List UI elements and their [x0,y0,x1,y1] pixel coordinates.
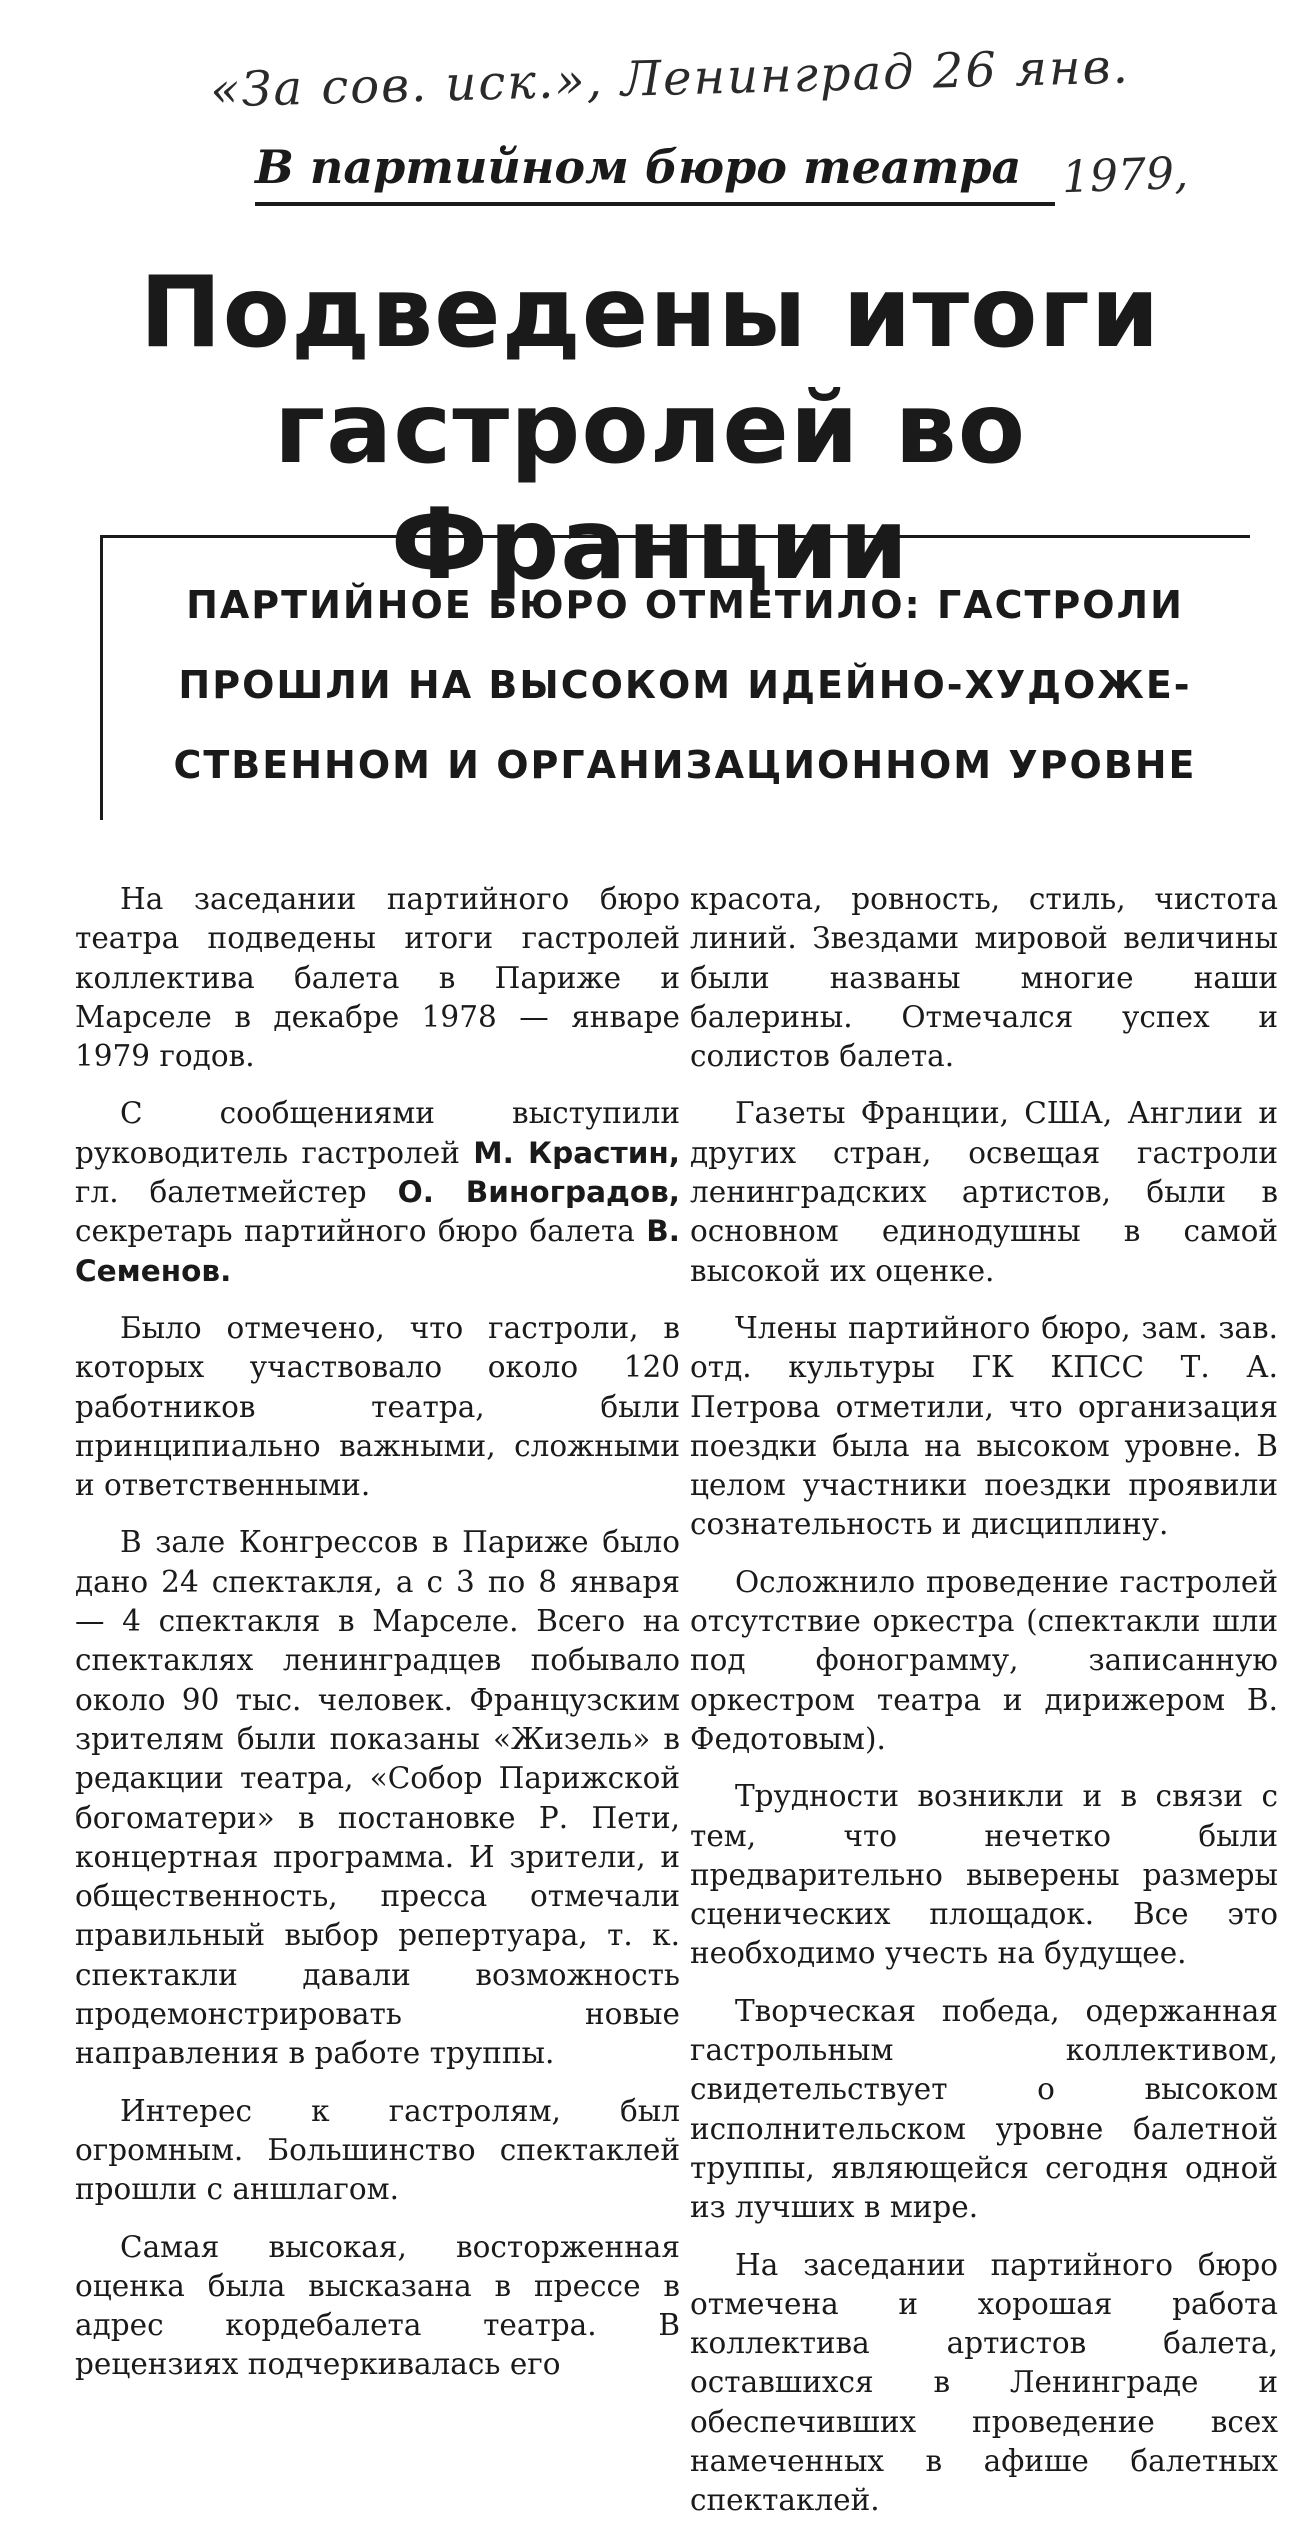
paragraph-text: С сообщениями выступили руководитель гастролей [75,1096,680,1170]
rubric-kicker: В партийном бюро театра [255,140,1022,194]
paragraph: Творческая победа, одержанная гастрольным коллективом, свидетельствует о высоком исполнительском уровне балетной труппы, являющейся сегодня одной из лучших в мире. [690,1993,1278,2225]
right-column [690,880,1278,2539]
paragraph-speakers [75,1094,680,1290]
person-name: М. Крастин, [473,1135,681,1170]
person-name: В. Семенов. [75,1214,680,1288]
paragraph: Осложнило проведение гастролей отсутствие оркестра (спектакли шли под фонограмму, записанную оркестром театра и дирижером В. Федотовым). [690,1564,1278,1756]
subheading-line-2: ПРОШЛИ НА ВЫСОКОМ ИДЕЙНО-ХУДОЖЕ- [178,663,1192,707]
paragraph: Члены партийного бюро, зам. зав. отд. культуры ГК КПСС Т. А. Петрова отметили, что организация поездки была на высоком уровне. В целом участники поездки проявили сознательность и дисциплину. [690,1310,1278,1542]
paragraph: На заседании партийного бюро отмечена и хорошая работа коллектива артистов балета, оставшихся в Ленинграде и обеспечивших проведение всех намеченных в афише балетных спектаклей. [690,2247,1278,2518]
subheading [150,565,1220,805]
handwritten-source-note: «За сов. иск.», Ленинград 26 янв. [209,38,1131,119]
paragraph: В зале Конгрессов в Париже было дано 24 спектакля, а с 3 по 8 января — 4 спектакля в Марселе. Всего на спектаклях ленинградцев побывало около 90 тыс. человек. Французским зрителям были показаны «Жизель» в редакции театра, «Собор Парижской богоматери» в постановке Р. Пети, концертная программа. И зрители, и общественность, пресса отмечали правильный выбор репертуара, т. к. спектакли давали возможность продемонстрировать новые направления в работе труппы. [75,1525,680,2071]
paragraph: Газеты Франции, США, Англии и других стран, освещая гастроли ленинградских артистов, были в основном единодушны в самой высокой их оценке. [690,1096,1278,1288]
kicker-underline [255,202,1055,206]
paragraph: Трудности возникли и в связи с тем, что нечетко были предварительно выверены размеры сценических площадок. Все это необходимо учесть на будущее. [690,1779,1278,1971]
person-name: О. Виноградов, [397,1175,680,1210]
paragraph: Интерес к гастролям, был огромным. Большинство спектаклей прошли с аншлагом. [75,2093,680,2207]
left-column [75,880,680,2403]
paragraph: На заседании партийного бюро театра подведены итоги гастролей коллектива балета в Париже и Марселе в декабре 1978 — январе 1979 годов. [75,882,680,1074]
headline-line-1: Подведены итоги [139,256,1161,370]
paragraph-text: гл. балетмейстер [75,1175,398,1210]
paragraph: Было отмечено, что гастроли, в которых участвовало около 120 работников театра, были принципиально важными, сложными и ответственными. [75,1310,680,1503]
paragraph-text: секретарь партийного бюро балета [75,1214,647,1249]
paragraph-continued: красота, ровность, стиль, чистота линий. Звездами мировой величины были названы многие наши балерины. Отмечался успех и солистов балета. [690,882,1278,1074]
paragraph: Самая высокая, восторженная оценка была высказана в прессе в адрес кордебалета театра. В рецензиях подчеркивалась его [75,2229,680,2382]
subheading-line-3: СТВЕННОМ И ОРГАНИЗАЦИОННОМ УРОВНЕ [173,743,1197,787]
headline-line-2: гастролей во Франции [273,372,1027,602]
subheading-line-1: ПАРТИЙНОЕ БЮРО ОТМЕТИЛО: ГАСТРОЛИ [186,583,1184,627]
handwritten-year: 1979, [1061,147,1189,204]
